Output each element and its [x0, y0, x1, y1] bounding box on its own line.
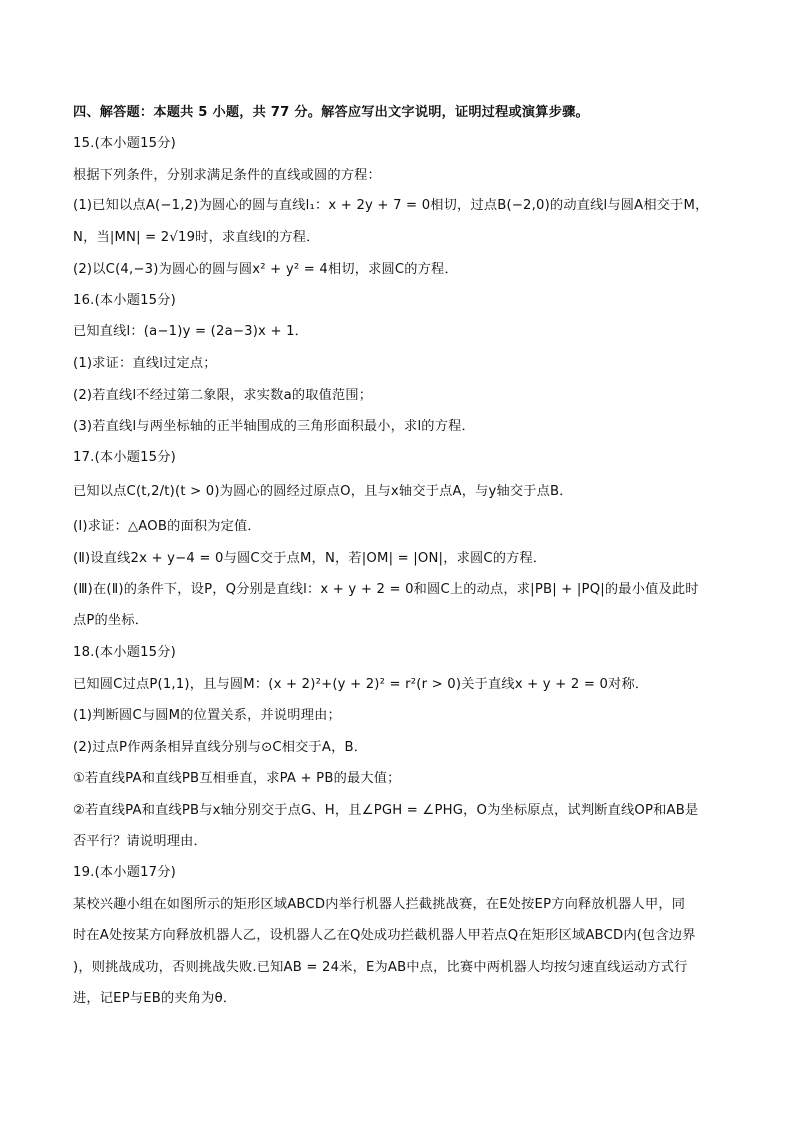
- problem-18-line-2: (1)判断圆C与圆M的位置关系，并说明理由；: [73, 708, 341, 723]
- problem-19-line-1: 某校兴趣小组在如图所示的矩形区域ABCD内举行机器人拦截挑战赛，在E处按EP方向释放机器人甲，同: [73, 897, 686, 912]
- problem-18-line-6: 否平行？请说明理由．: [73, 834, 207, 849]
- problem-15-line-2: (1)已知以点A(−1,2)为圆心的圆与直线l₁：x + 2y + 7 = 0相切，过点B(−2,0)的动直线l与圆A相交于M，: [73, 198, 709, 213]
- problem-17-number: 17.(本小题15分): [73, 450, 176, 465]
- problem-19-number: 19.(本小题17分): [73, 865, 176, 880]
- problem-17-line-1: 已知以点C(t,2/t)(t > 0)为圆心的圆经过原点O，且与x轴交于点A，与y轴交于点B．: [73, 484, 573, 499]
- problem-15-number: 15.(本小题15分): [73, 136, 176, 151]
- problem-16-line-2: (1)求证：直线l过定点；: [73, 356, 217, 371]
- problem-16-line-3: (2)若直线l不经过第二象限，求实数a的取值范围；: [73, 388, 373, 403]
- problem-19-line-2: 时在A处按某方向释放机器人乙，设机器人乙在Q处成功拦截机器人甲若点Q在矩形区域ABCD内(包含边界: [73, 928, 696, 943]
- problem-16-line-1: 已知直线l：(a−1)y = (2a−3)x + 1．: [73, 324, 309, 339]
- problem-15-line-1: 根据下列条件，分别求满足条件的直线或圆的方程：: [73, 168, 381, 183]
- problem-18-number: 18.(本小题15分): [73, 645, 176, 660]
- problem-18-line-1: 已知圆C过点P(1,1)，且与圆M：(x + 2)²+(y + 2)² = r²(r > 0)关于直线x + y + 2 = 0对称．: [73, 677, 649, 692]
- problem-18-line-5: ②若直线PA和直线PB与x轴分别交于点G、H，且∠PGH = ∠PHG，O为坐标原点，试判断直线OP和AB是: [73, 803, 699, 818]
- problem-17-line-3: (Ⅱ)设直线2x + y−4 = 0与圆C交于点M，N，若|OM| = |ON|，求圆C的方程．: [73, 551, 547, 566]
- problem-17-line-4: (Ⅲ)在(Ⅱ)的条件下，设P，Q分别是直线l：x + y + 2 = 0和圆C上的动点，求|PB| + |PQ|的最小值及此时: [73, 582, 699, 597]
- problem-15-line-4: (2)以C(4,−3)为圆心的圆与圆x² + y² = 4相切，求圆C的方程．: [73, 262, 458, 277]
- problem-18-line-4: ①若直线PA和直线PB互相垂直，求PA + PB的最大值；: [73, 771, 401, 786]
- problem-19-line-3: )，则挑战成功，否则挑战失败.已知AB = 24米，E为AB中点，比赛中两机器人均按匀速直线运动方式行: [73, 960, 688, 975]
- section-header: 四、解答题：本题共 5 小题，共 77 分。解答应写出文字说明，证明过程或演算步骤。: [73, 105, 589, 120]
- problem-18-line-3: (2)过点P作两条相异直线分别与⊙C相交于A，B．: [73, 740, 368, 755]
- problem-17-line-2: (Ⅰ)求证：△AOB的面积为定值．: [73, 519, 261, 534]
- problem-16-number: 16.(本小题15分): [73, 293, 176, 308]
- problem-15-line-3: N，当|MN| = 2√19时，求直线l的方程．: [73, 230, 320, 245]
- problem-19-line-4: 进，记EP与EB的夹角为θ．: [73, 991, 237, 1006]
- problem-17-line-5: 点P的坐标．: [73, 613, 149, 628]
- problem-16-line-4: (3)若直线l与两坐标轴的正半轴围成的三角形面积最小，求l的方程．: [73, 419, 475, 434]
